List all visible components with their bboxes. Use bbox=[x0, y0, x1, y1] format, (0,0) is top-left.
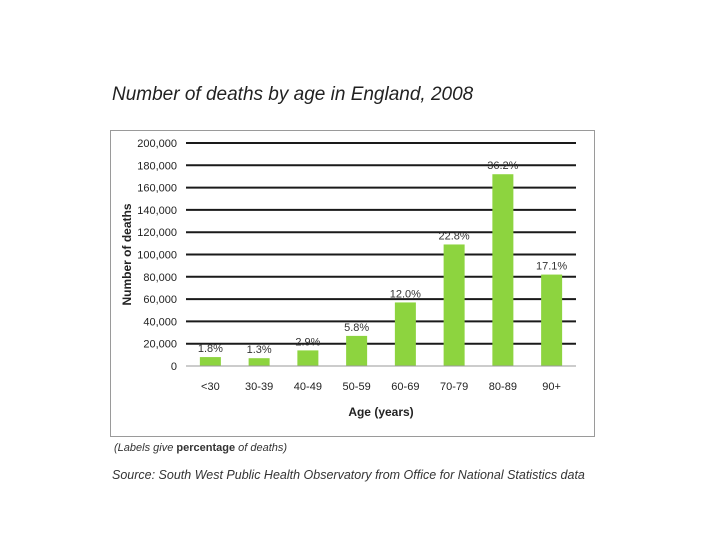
data-label: 36.2% bbox=[487, 160, 519, 173]
y-tick-label: 160,000 bbox=[137, 182, 177, 195]
bar bbox=[346, 336, 367, 366]
y-tick-label: 20,000 bbox=[143, 338, 177, 351]
chart-title: Number of deaths by age in England, 2008 bbox=[112, 84, 474, 105]
y-tick-label: 40,000 bbox=[143, 316, 177, 329]
x-tick-label: 50-59 bbox=[342, 381, 371, 393]
y-tick-label: 200,000 bbox=[137, 138, 177, 150]
y-tick-labels bbox=[137, 138, 177, 373]
note-bold: percentage bbox=[176, 442, 236, 454]
label-note bbox=[114, 442, 287, 454]
data-label: 1.3% bbox=[246, 344, 272, 357]
bar bbox=[395, 302, 416, 366]
y-tick-label: 0 bbox=[170, 361, 177, 373]
y-axis-title: Number of deaths bbox=[120, 203, 134, 306]
bar-chart bbox=[111, 131, 594, 436]
data-label: 12.0% bbox=[389, 288, 421, 301]
x-tick-label: 30-39 bbox=[245, 381, 274, 393]
source-caption: Source: South West Public Health Observatory from Office for National Statistics data bbox=[112, 468, 585, 482]
bar bbox=[249, 358, 270, 366]
bar bbox=[492, 174, 513, 366]
y-tick-label: 60,000 bbox=[143, 294, 177, 307]
x-tick-label: <30 bbox=[201, 381, 220, 393]
x-axis-title: Age (years) bbox=[348, 405, 414, 419]
grid-lines bbox=[186, 143, 576, 344]
y-tick-label: 80,000 bbox=[143, 271, 177, 284]
data-label: 2.9% bbox=[295, 336, 321, 349]
bar bbox=[200, 357, 221, 366]
bars bbox=[197, 174, 562, 366]
x-tick-label: 60-69 bbox=[391, 381, 420, 393]
data-label: 1.8% bbox=[197, 343, 223, 356]
data-label: 22.8% bbox=[438, 230, 470, 243]
x-tick-label: 70-79 bbox=[440, 381, 469, 393]
note-prefix: (Labels give bbox=[114, 442, 177, 454]
chart-frame bbox=[110, 130, 595, 437]
y-tick-label: 100,000 bbox=[137, 249, 177, 262]
x-tick-label: 80-89 bbox=[488, 381, 517, 393]
y-tick-label: 120,000 bbox=[137, 227, 177, 240]
y-tick-label: 140,000 bbox=[137, 204, 177, 217]
x-tick-label: 40-49 bbox=[293, 381, 322, 393]
data-label: 5.8% bbox=[344, 321, 370, 334]
y-tick-label: 180,000 bbox=[137, 160, 177, 173]
bar bbox=[541, 275, 562, 366]
x-tick-labels bbox=[201, 381, 561, 393]
data-label: 17.1% bbox=[536, 260, 568, 273]
bar bbox=[444, 244, 465, 366]
note-suffix: of deaths) bbox=[235, 442, 288, 454]
x-tick-label: 90+ bbox=[542, 381, 561, 393]
bar bbox=[297, 350, 318, 366]
